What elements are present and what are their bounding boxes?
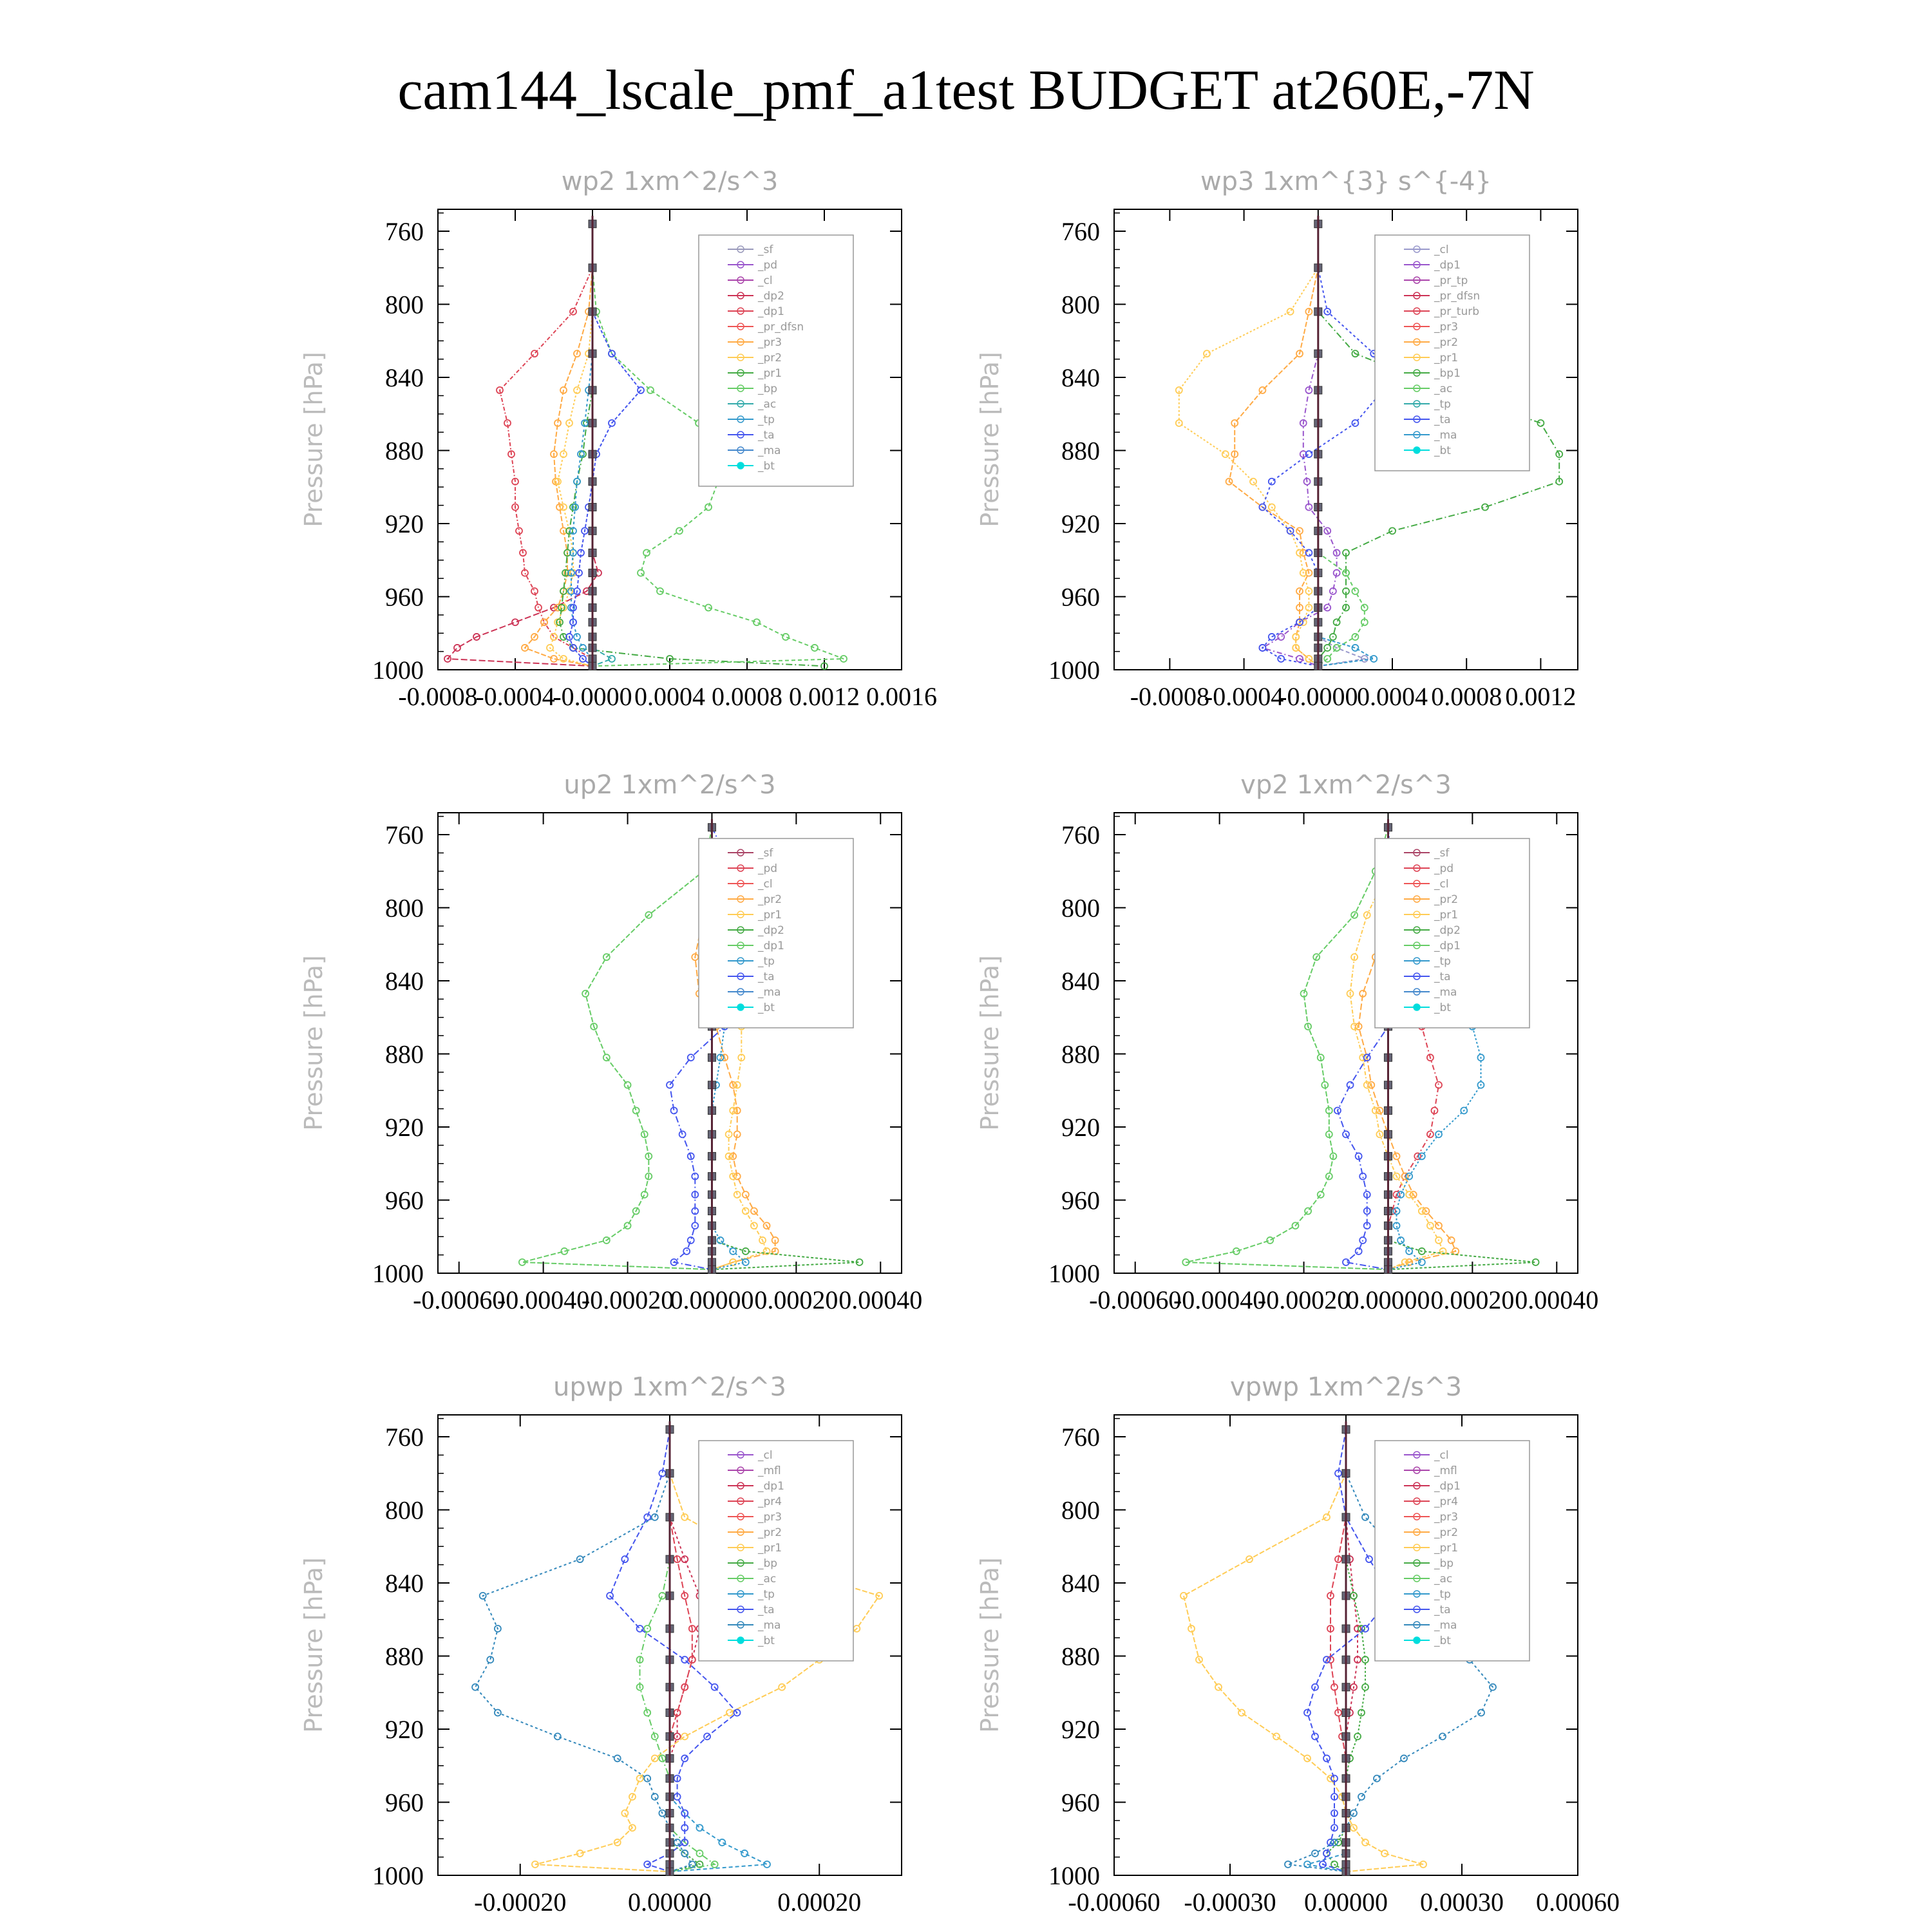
data-point: [652, 1794, 658, 1800]
legend-entry: _cl: [1434, 243, 1449, 256]
series-line-ac: [592, 224, 612, 667]
panel-1: [299, 167, 937, 711]
series-line-ma: [1318, 224, 1374, 667]
y-tick-label: 1000: [372, 1259, 424, 1288]
panel-2: [976, 167, 1578, 711]
y-tick-label: 1000: [1048, 1259, 1100, 1288]
legend-marker: [737, 462, 744, 469]
y-tick-label: 760: [1061, 1423, 1100, 1452]
legend-entry: _dp2: [1434, 924, 1461, 937]
data-point: [609, 656, 615, 662]
panel-title: upwp 1xm^2/s^3: [553, 1372, 786, 1402]
legend-entry: _pr4: [758, 1495, 782, 1508]
x-tick-label: -0.0004: [475, 682, 555, 711]
legend-entry: _ac: [758, 398, 777, 411]
y-tick-label: 880: [1061, 1039, 1100, 1069]
legend-entry: _ac: [1434, 383, 1453, 395]
legend-entry: _pr1: [1434, 1542, 1459, 1555]
legend-entry: _ma: [758, 986, 781, 999]
y-tick-label: 960: [1061, 582, 1100, 612]
legend-entry: _pr1: [758, 367, 782, 380]
legend-entry: _pr3: [758, 336, 782, 349]
x-tick-label: -0.00020: [474, 1888, 567, 1917]
y-tick-label: 800: [385, 1495, 424, 1525]
x-tick-label: 0.00040: [838, 1285, 923, 1314]
legend-entry: _ma: [1434, 1619, 1457, 1632]
data-point: [1362, 1839, 1368, 1846]
data-point: [726, 1709, 733, 1716]
x-tick-label: 0.00020: [777, 1888, 862, 1917]
legend-entry: _dp1: [1434, 259, 1461, 272]
panel-4: [976, 770, 1598, 1314]
legend-entry: _pr2: [1434, 1526, 1459, 1539]
legend-entry: _dp1: [1434, 1480, 1461, 1493]
legend-entry: _sf: [1434, 847, 1450, 860]
legend-entry: _ma: [758, 1619, 781, 1632]
data-point: [1250, 478, 1256, 485]
y-tick-label: 920: [385, 1113, 424, 1142]
legend-entry: _bp: [758, 383, 778, 395]
legend-entry: _pr1: [758, 909, 782, 922]
data-point: [644, 1514, 650, 1520]
legend-entry: _pd: [1434, 862, 1454, 875]
y-tick-label: 840: [385, 363, 424, 393]
data-point: [1406, 1173, 1412, 1180]
y-tick-label: 1000: [1048, 656, 1100, 685]
legend-entry: _bt: [758, 1001, 775, 1014]
panel-title: up2 1xm^2/s^3: [564, 770, 776, 800]
legend-entry: _pr1: [758, 1542, 782, 1555]
legend-entry: _pr3: [1434, 1511, 1459, 1524]
series-line-ta: [1262, 224, 1383, 667]
data-point: [1366, 1556, 1372, 1562]
x-tick-label: -0.0008: [1130, 682, 1210, 711]
data-point: [1305, 1208, 1311, 1215]
data-point: [1312, 1733, 1318, 1739]
legend-entry: _pr2: [758, 893, 782, 906]
data-point: [652, 1514, 658, 1520]
y-tick-label: 880: [1061, 436, 1100, 466]
data-point: [1347, 1082, 1354, 1088]
y-tick-label: 880: [385, 1642, 424, 1671]
data-point: [454, 645, 460, 651]
y-axis-label: Pressure [hPa]: [299, 352, 328, 527]
data-point: [1323, 1514, 1330, 1520]
data-point: [1331, 1839, 1338, 1846]
x-tick-label: 0.0008: [1431, 682, 1502, 711]
data-point: [1259, 387, 1265, 393]
legend-entry: _bp: [758, 1557, 778, 1570]
y-tick-label: 760: [1061, 217, 1100, 247]
y-tick-label: 880: [385, 1039, 424, 1069]
data-point: [1356, 1248, 1362, 1255]
data-point: [638, 570, 644, 576]
x-tick-label: 0.00000: [1304, 1888, 1388, 1917]
legend-entry: _tp: [1434, 1588, 1451, 1601]
data-point: [580, 645, 586, 651]
panel-title: vpwp 1xm^2/s^3: [1229, 1372, 1463, 1402]
x-tick-label: 0.0008: [712, 682, 782, 711]
x-tick-label: 0.00000: [670, 1285, 754, 1314]
legend-entry: _bt: [1434, 444, 1451, 457]
data-point: [683, 1248, 690, 1255]
x-tick-label: -0.0000: [1278, 682, 1358, 711]
data-point: [472, 1684, 478, 1690]
series-line-dp1: [522, 828, 712, 1270]
legend-entry: _pr1: [1434, 909, 1459, 922]
legend-entry: _mfl: [758, 1464, 781, 1477]
data-point: [1419, 1208, 1425, 1215]
y-tick-label: 800: [1061, 893, 1100, 923]
y-tick-label: 960: [385, 582, 424, 612]
legend-entry: _tp: [1434, 398, 1451, 411]
panel-title: vp2 1xm^2/s^3: [1240, 770, 1452, 800]
data-point: [637, 1625, 643, 1632]
data-point: [625, 1222, 631, 1229]
series-line-dp1: [1186, 828, 1388, 1270]
y-tick-label: 1000: [372, 656, 424, 685]
data-point: [811, 645, 818, 651]
legend-entry: _cl: [758, 1449, 773, 1462]
x-tick-label: -0.00040: [497, 1285, 590, 1314]
legend-entry: _cl: [758, 274, 773, 287]
x-tick-label: -0.00020: [1257, 1285, 1350, 1314]
data-point: [689, 1861, 696, 1868]
legend-entry: _dp2: [758, 924, 784, 937]
legend-entry: _pr2: [758, 1526, 782, 1539]
data-point: [531, 350, 538, 357]
legend-entry: _bp: [1434, 1557, 1454, 1570]
y-axis-label: Pressure [hPa]: [299, 1557, 328, 1733]
legend-entry: _pd: [758, 862, 778, 875]
legend-entry: _pr_tp: [1434, 274, 1468, 287]
y-tick-label: 920: [1061, 1715, 1100, 1745]
legend-entry: _dp1: [758, 305, 784, 318]
y-tick-label: 920: [1061, 509, 1100, 539]
legend-entry: _pr4: [1434, 1495, 1459, 1508]
data-point: [1374, 1776, 1380, 1782]
legend-entry: _dp1: [1434, 940, 1461, 952]
y-axis-label: Pressure [hPa]: [976, 1557, 1004, 1733]
data-point: [1222, 451, 1229, 457]
series-line-bp: [670, 1430, 700, 1872]
legend-entry: _ta: [1434, 971, 1451, 983]
x-tick-label: -0.00060: [1068, 1888, 1160, 1917]
legend-entry: _pr_dfsn: [1434, 290, 1481, 303]
data-point: [1204, 350, 1210, 357]
panel-5: [299, 1372, 902, 1917]
data-point: [647, 387, 654, 393]
legend-entry: _bt: [758, 460, 775, 473]
data-point: [705, 504, 712, 510]
x-tick-label: 0.0016: [866, 682, 937, 711]
y-tick-label: 840: [1061, 967, 1100, 996]
y-tick-label: 760: [385, 217, 424, 247]
data-point: [1305, 605, 1312, 611]
y-tick-label: 960: [385, 1186, 424, 1215]
legend-entry: _ta: [758, 971, 775, 983]
series-line-pr2: [1229, 224, 1318, 667]
series-line-ac: [1318, 224, 1365, 667]
y-tick-label: 920: [385, 509, 424, 539]
data-point: [681, 1514, 688, 1520]
y-tick-label: 920: [1061, 1113, 1100, 1142]
y-tick-label: 840: [1061, 1569, 1100, 1598]
x-tick-label: -0.00030: [1184, 1888, 1276, 1917]
legend-entry: _ac: [758, 1573, 777, 1586]
legend-entry: _pr1: [1434, 352, 1459, 365]
series-line-tp: [571, 224, 592, 667]
legend-entry: _pr2: [1434, 893, 1459, 906]
legend-entry: _mfl: [1434, 1464, 1457, 1477]
x-tick-label: 0.0004: [634, 682, 705, 711]
x-tick-label: 0.0004: [1357, 682, 1428, 711]
legend-entry: _bp1: [1434, 367, 1461, 380]
data-point: [674, 1839, 681, 1846]
legend-entry: _pr3: [1434, 321, 1459, 334]
legend-entry: _ac: [1434, 1573, 1453, 1586]
legend-entry: _ta: [758, 1604, 775, 1616]
series-line-ma: [475, 1430, 692, 1872]
legend-entry: _tp: [1434, 955, 1451, 968]
panel-title: wp3 1xm^{3} s^{-4}: [1200, 167, 1492, 196]
legend-marker: [737, 1637, 744, 1643]
data-point: [554, 1733, 561, 1739]
data-point: [743, 1191, 749, 1198]
y-tick-label: 960: [1061, 1788, 1100, 1817]
y-axis-label: Pressure [hPa]: [299, 955, 328, 1131]
data-point: [1478, 1709, 1484, 1716]
legend-entry: _ta: [758, 429, 775, 442]
x-tick-label: -0.00060: [1089, 1285, 1182, 1314]
legend-entry: _ta: [1434, 1604, 1451, 1616]
figure-title: cam144_lscale_pmf_a1test BUDGET at260E,-7N: [397, 59, 1535, 122]
data-point: [512, 619, 518, 625]
x-tick-label: -0.0008: [398, 682, 478, 711]
y-axis-label: Pressure [hPa]: [976, 352, 1004, 527]
x-tick-label: 0.00040: [1515, 1285, 1599, 1314]
legend-entry: _bt: [758, 1634, 775, 1647]
data-point: [1273, 1733, 1280, 1739]
legend-entry: _dp1: [758, 1480, 784, 1493]
y-tick-label: 760: [1061, 820, 1100, 850]
data-point: [764, 1861, 770, 1868]
panel-title: wp2 1xm^2/s^3: [561, 167, 779, 196]
y-tick-label: 800: [1061, 290, 1100, 319]
legend-entry: _bt: [1434, 1001, 1451, 1014]
data-point: [741, 1850, 748, 1857]
series-line-pr1: [1179, 224, 1318, 667]
data-point: [1362, 1625, 1368, 1632]
y-tick-label: 880: [1061, 1642, 1100, 1671]
legend-entry: _tp: [758, 1588, 775, 1601]
data-point: [1278, 634, 1284, 640]
legend-entry: _pr_turb: [1434, 305, 1480, 318]
legend-entry: _ta: [1434, 413, 1451, 426]
x-tick-label: 0.00000: [1346, 1285, 1430, 1314]
data-point: [1427, 1222, 1434, 1229]
x-tick-label: 0.00000: [628, 1888, 712, 1917]
panel-6: [976, 1372, 1620, 1917]
legend-entry: _ma: [758, 444, 781, 457]
data-point: [688, 1054, 694, 1061]
y-axis-label: Pressure [hPa]: [976, 955, 1004, 1131]
y-tick-label: 960: [385, 1788, 424, 1817]
legend-entry: _cl: [1434, 878, 1449, 891]
y-tick-label: 760: [385, 820, 424, 850]
legend-entry: _ma: [1434, 429, 1457, 442]
y-tick-label: 760: [385, 1423, 424, 1452]
y-tick-label: 800: [385, 290, 424, 319]
legend-entry: _tp: [758, 955, 775, 968]
series-line-dp2: [448, 224, 598, 667]
legend-entry: _dp1: [758, 940, 784, 952]
legend-entry: _pr2: [758, 352, 782, 365]
legend-entry: _pr2: [1434, 336, 1459, 349]
x-tick-label: 0.0012: [1505, 682, 1577, 711]
data-point: [681, 1556, 688, 1562]
data-point: [1435, 1082, 1442, 1088]
y-tick-label: 920: [385, 1715, 424, 1745]
data-point: [1448, 1237, 1455, 1244]
data-point: [1358, 1794, 1365, 1800]
legend-marker: [737, 1004, 744, 1010]
y-tick-label: 1000: [1048, 1861, 1100, 1890]
legend-marker: [1414, 1637, 1420, 1643]
panel-3: [299, 770, 922, 1314]
x-tick-label: 0.00020: [1430, 1285, 1515, 1314]
legend-entry: _dp2: [758, 290, 784, 303]
legend-entry: _pr_dfsn: [758, 321, 804, 334]
data-point: [1287, 308, 1294, 315]
y-tick-label: 840: [385, 967, 424, 996]
data-point: [1439, 1733, 1446, 1739]
data-point: [719, 1839, 725, 1846]
data-point: [625, 1082, 631, 1088]
data-point: [1269, 478, 1275, 485]
y-tick-label: 840: [1061, 363, 1100, 393]
series-line-tp: [1307, 1430, 1346, 1872]
legend-entry: _cl: [1434, 1449, 1449, 1462]
x-tick-label: 0.0012: [789, 682, 860, 711]
series-line-dp1: [670, 1430, 700, 1872]
legend-entry: _ma: [1434, 986, 1457, 999]
data-point: [696, 1824, 703, 1831]
data-point: [782, 634, 789, 640]
x-tick-label: 0.00060: [1536, 1888, 1620, 1917]
data-point: [1362, 1514, 1368, 1520]
data-point: [681, 1733, 688, 1739]
y-tick-label: 960: [1061, 1186, 1100, 1215]
x-tick-label: -0.00020: [581, 1285, 674, 1314]
legend-marker: [1414, 447, 1420, 453]
legend-entry: _bt: [1434, 1634, 1451, 1647]
legend-entry: _cl: [758, 878, 773, 891]
data-point: [1238, 1709, 1245, 1716]
data-point: [633, 1107, 639, 1113]
y-tick-label: 880: [385, 436, 424, 466]
data-point: [743, 1208, 749, 1215]
y-tick-label: 840: [385, 1569, 424, 1598]
x-tick-label: 0.00030: [1420, 1888, 1504, 1917]
y-tick-label: 1000: [372, 1861, 424, 1890]
x-tick-label: 0.00020: [754, 1285, 838, 1314]
legend-entry: _pd: [758, 259, 778, 272]
data-point: [681, 1656, 688, 1663]
y-tick-label: 800: [1061, 1495, 1100, 1525]
legend-marker: [1414, 1004, 1420, 1010]
data-point: [753, 619, 760, 625]
x-tick-label: -0.00040: [1173, 1285, 1266, 1314]
series-line-dp1: [500, 224, 592, 667]
x-tick-label: -0.00060: [413, 1285, 506, 1314]
data-point: [621, 1556, 628, 1562]
legend-entry: _tp: [758, 413, 775, 426]
x-tick-label: -0.0000: [553, 682, 632, 711]
series-line-pr4: [670, 1430, 692, 1872]
data-point: [1537, 420, 1544, 426]
x-tick-label: -0.0004: [1204, 682, 1284, 711]
data-point: [667, 1082, 673, 1088]
data-point: [1267, 1237, 1273, 1244]
series-line-cl: [1318, 224, 1365, 667]
series-line-ta: [569, 224, 641, 667]
y-tick-label: 800: [385, 893, 424, 923]
legend-entry: _sf: [758, 847, 773, 860]
legend-entry: _pr3: [758, 1511, 782, 1524]
legend-entry: _sf: [758, 243, 773, 256]
